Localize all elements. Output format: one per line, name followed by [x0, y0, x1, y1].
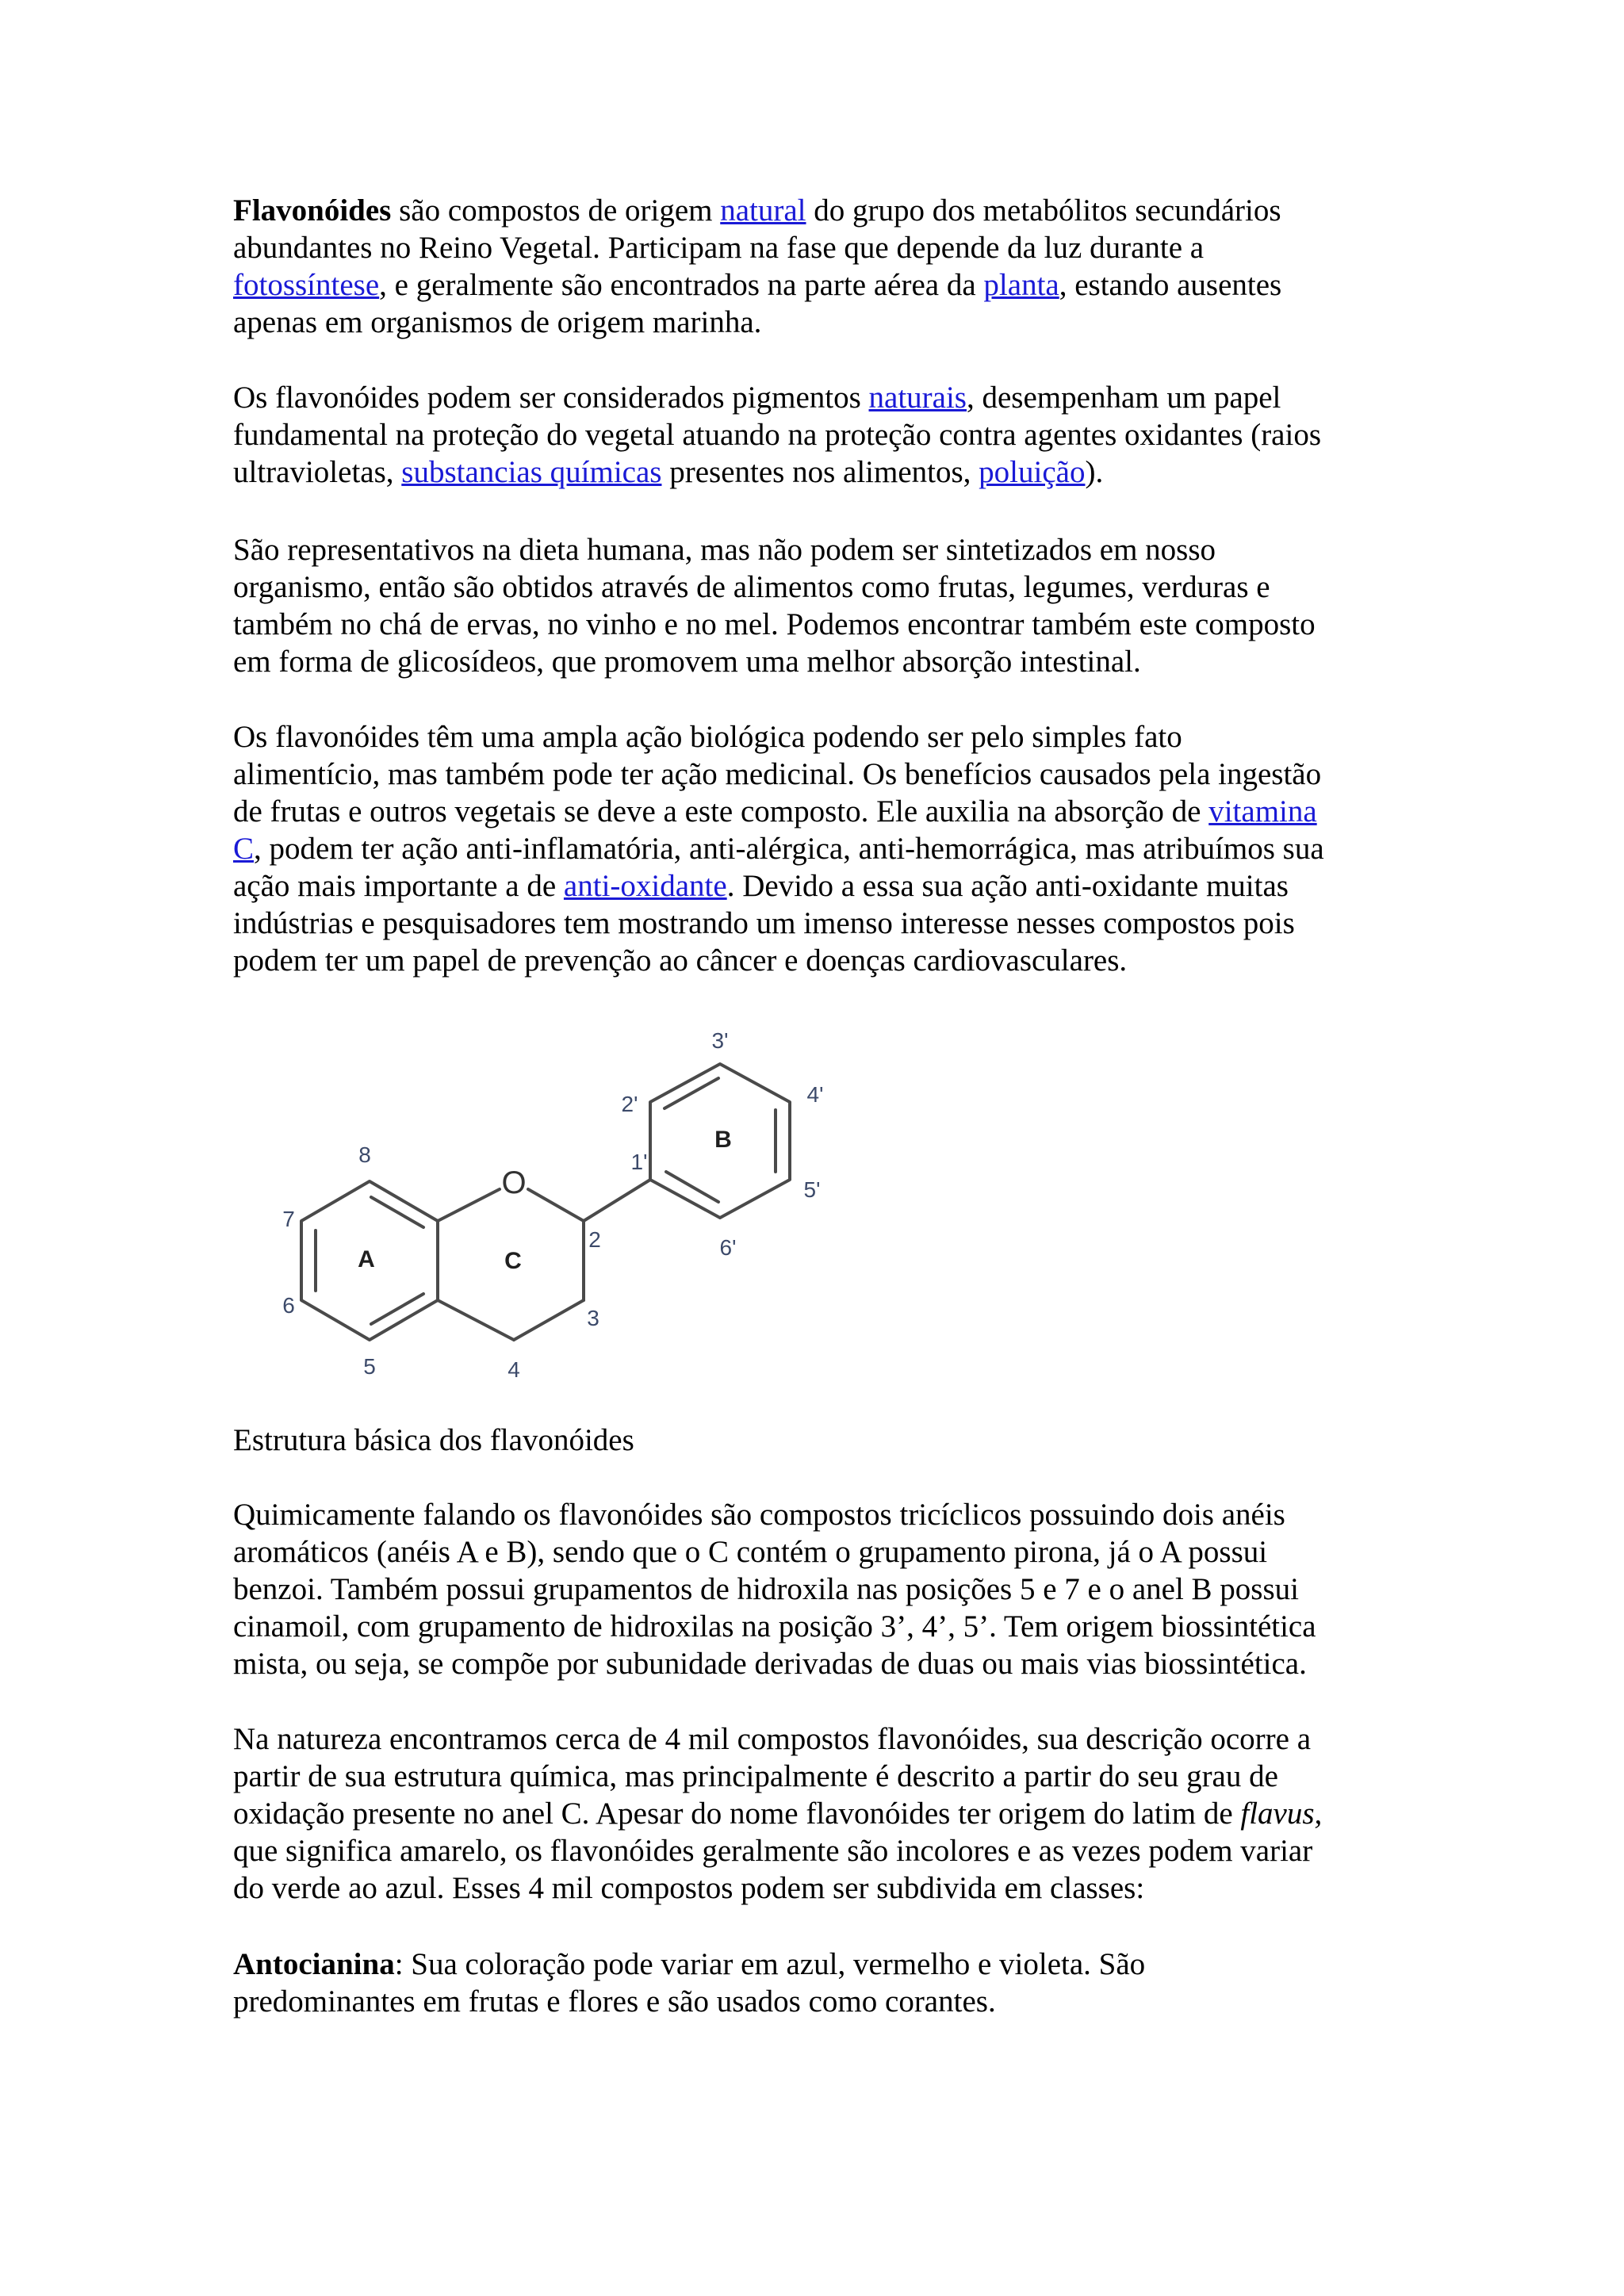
link-fotossintese[interactable]: fotossíntese [233, 268, 380, 302]
position-3prime: 3' [711, 1028, 729, 1053]
position-2: 2 [588, 1227, 601, 1252]
position-6: 6 [282, 1293, 295, 1318]
bond-c2-c1prime [584, 1180, 650, 1221]
position-8: 8 [358, 1142, 371, 1167]
position-3: 3 [587, 1306, 599, 1330]
bond-c8a-o1 [438, 1189, 500, 1221]
link-poluicao[interactable]: poluição [979, 455, 1086, 489]
bond-c3-c4 [514, 1300, 584, 1340]
term-flavonoides: Flavonóides [233, 193, 392, 228]
link-vitamina-c[interactable]: vitamina [1208, 794, 1317, 828]
ring-b-double-bond-1 [665, 1078, 718, 1108]
paragraph-biological-action: Os flavonóides têm uma ampla ação biológica podendo ser pelo simples fato alimentício, mas também pode ter ação medicinal. Os benefícios causados pela ingestão de frutas e outros vegetais se deve a este composto. Ele auxilia na absorção de vitamina C, podem ter ação anti-inflamatória, anti-alérgica, anti-hemorrágica, mas atribuímos sua ação mais importante a de anti-oxidante. Devido a essa sua ação anti-oxidante muitas indústrias e pesquisadores tem mostrando um imenso interesse nesses compostos pois podem ter um papel de prevenção ao câncer e doenças cardiovasculares. [233, 720, 1324, 978]
ring-a-double-bond-2 [371, 1197, 423, 1227]
bond-c4-c4a [438, 1300, 514, 1340]
paragraph-intro: Flavonóides são compostos de origem natural do grupo dos metabólitos secundários abundantes no Reino Vegetal. Participam na fase que depende da luz durante a fotossíntese, e geralmente são encontrados na parte aérea da planta, estando ausentes apenas em organismos de origem marinha. [233, 193, 1282, 339]
link-naturais[interactable]: naturais [868, 381, 967, 415]
ring-label-c: C [504, 1248, 522, 1274]
position-1prime: 1' [630, 1150, 648, 1174]
link-natural[interactable]: natural [720, 193, 806, 228]
latin-term-flavus: flavus, [1240, 1797, 1323, 1831]
position-7: 7 [282, 1207, 295, 1231]
ring-a-double-bond-3 [371, 1294, 423, 1324]
position-4prime: 4' [806, 1082, 824, 1107]
ring-b-double-bond-3 [666, 1172, 718, 1202]
position-5: 5 [363, 1354, 376, 1379]
position-6prime: 6' [719, 1235, 737, 1260]
ring-label-b: B [714, 1127, 732, 1153]
paragraph-pigments: Os flavonóides podem ser considerados pigmentos naturais, desempenham um papel fundamental na proteção do vegetal atuando na proteção contra agentes oxidantes (raios ultravioletas, substancias químicas presentes nos alimentos, poluição). [233, 381, 1322, 489]
ring-label-a: A [358, 1246, 375, 1272]
paragraph-antocianina: Antocianina: Sua coloração pode variar em azul, vermelho e violeta. São predominantes em frutas e flores e são usados como corantes. [233, 1947, 1146, 2019]
bond-o1-c2 [528, 1189, 584, 1221]
link-substancias-quimicas[interactable]: substancias químicas [401, 455, 662, 489]
paragraph-diet: São representativos na dieta humana, mas não podem ser sintetizados em nosso organismo, então são obtidos através de alimentos como frutas, legumes, verduras e também no chá de ervas, no vinho e no mel. Podemos encontrar também este composto em forma de glicosídeos, que promovem uma melhor absorção intestinal. [233, 533, 1316, 679]
position-2prime: 2' [621, 1092, 638, 1116]
term-antocianina: Antocianina [233, 1947, 395, 1981]
paragraph-chemistry: Quimicamente falando os flavonóides são compostos tricíclicos possuindo dois anéis aromáticos (anéis A e B), sendo que o C contém o grupamento pirona, já o A possui benzoi. Também possui grupamentos de hidroxila nas posições 5 e 7 e o anel B possui cinamoil, com grupamento de hidroxilas na posição 3’, 4’, 5’. Tem origem biossintética mista, ou seja, se compõe por subunidade derivadas de duas ou mais vias biossintética. [233, 1498, 1316, 1681]
position-4: 4 [508, 1357, 520, 1382]
link-anti-oxidante[interactable]: anti-oxidante [563, 869, 727, 903]
paragraph-nature: Na natureza encontramos cerca de 4 mil compostos flavonóides, sua descrição ocorre a partir de sua estrutura química, mas principalmente é descrito a partir do seu grau de oxidação presente no anel C. Apesar do nome flavonóides ter origem do latim de flavus, que significa amarelo, os flavonóides geralmente são incolores e as vezes podem variar do verde ao azul. Esses 4 mil compostos podem ser subdivida em classes: [233, 1722, 1323, 1905]
oxygen-atom-label: O [501, 1165, 527, 1200]
figure-caption: Estrutura básica dos flavonóides [233, 1423, 634, 1457]
position-5prime: 5' [803, 1177, 821, 1202]
link-planta[interactable]: planta [983, 268, 1059, 302]
link-vitamina-c-continued[interactable]: C [233, 832, 255, 866]
